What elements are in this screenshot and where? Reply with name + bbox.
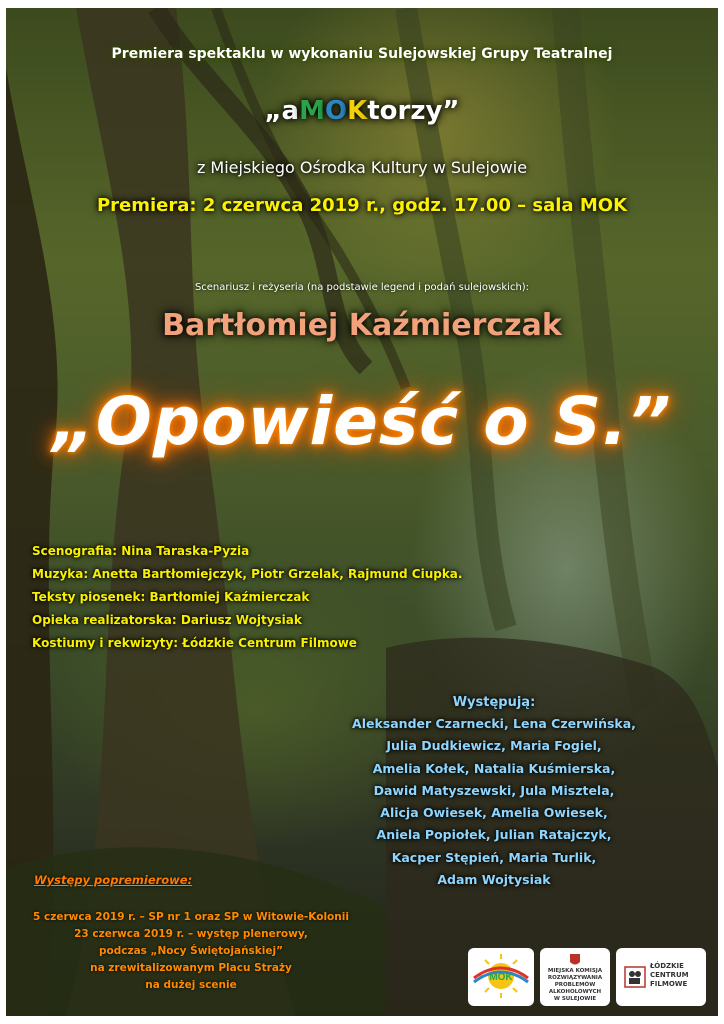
post-premiere-line: 5 czerwca 2019 r. – SP nr 1 oraz SP w Witowie-Kolonii xyxy=(33,911,349,923)
logo-lcf xyxy=(616,948,706,1006)
crest-icon xyxy=(540,952,610,968)
post-premiere-heading: Występy popremierowe: xyxy=(34,873,193,887)
group-name-o: O xyxy=(324,96,348,126)
group-name-k: K xyxy=(347,96,368,126)
credit-item: Muzyka: Anetta Bartłomiejczyk, Piotr Grzelak, Rajmund Ciupka. xyxy=(32,567,463,581)
cast-block xyxy=(334,695,654,891)
credits-list xyxy=(32,544,462,659)
group-name-rest: torzy” xyxy=(367,96,460,126)
cast-line: Kacper Stępień, Maria Turlik, xyxy=(391,849,597,865)
komisja-logo-text xyxy=(540,968,610,1003)
credit-item: Opieka realizatorska: Dariusz Wojtysiak xyxy=(32,613,302,627)
cast-line: Aleksander Czarnecki, Lena Czerwińska, xyxy=(352,716,636,731)
post-premiere-line: na dużej scenie xyxy=(145,979,237,991)
script-credit-line: Scenariusz i reżyseria (na podstawie legend i podań sulejowskich): xyxy=(194,282,530,293)
post-premiere-line: 23 czerwca 2019 r. – występ plenerowy, xyxy=(74,928,308,940)
group-name-open: „a xyxy=(264,96,300,126)
cast-line: Alicja Owiesek, Amelia Owiesek, xyxy=(380,805,608,821)
organizer-line: z Miejskiego Ośrodka Kultury w Sulejowie xyxy=(196,158,528,177)
credit-item: Scenografia: Nina Taraska-Pyzia xyxy=(32,544,250,558)
lcf-line: ŁÓDZKIE xyxy=(650,962,684,970)
komisja-line: MIEJSKA KOMISJA xyxy=(547,968,603,974)
lcf-line: CENTRUM xyxy=(650,971,689,979)
group-name-m: M xyxy=(299,96,325,126)
credit-item: Teksty piosenek: Bartłomiej Kaźmierczak xyxy=(32,590,310,604)
film-camera-icon xyxy=(624,966,646,988)
cast-line: Aniela Popiołek, Julian Ratajczyk, xyxy=(376,827,612,843)
cast-line: Julia Dudkiewicz, Maria Fogiel, xyxy=(386,738,602,754)
logo-mok xyxy=(468,948,534,1006)
cast-line: Amelia Kołek, Natalia Kuśmierska, xyxy=(372,760,616,776)
lcf-logo-text xyxy=(650,962,689,989)
sun-icon xyxy=(468,948,534,1006)
premiere-line: Premiera: 2 czerwca 2019 r., godz. 17.00 – sala MOK xyxy=(96,195,628,216)
credit-item: Kostiumy i rekwizyty: Łódzkie Centrum Filmowe xyxy=(32,636,357,650)
post-premiere-line: podczas „Nocy Świętojańskiej” xyxy=(98,945,284,957)
komisja-line: W SULEJOWIE xyxy=(553,996,597,1002)
group-name xyxy=(6,96,718,126)
poster xyxy=(6,8,718,1016)
cast-line: Dawid Matyszewski, Jula Misztela, xyxy=(373,782,615,798)
cast-line: Adam Wojtysiak xyxy=(437,872,551,888)
post-premiere-block xyxy=(16,873,366,994)
komisja-line: ALKOHOLOWYCH xyxy=(548,989,602,995)
mok-logo-text: MOK xyxy=(489,972,513,983)
cast-heading: Występują: xyxy=(452,695,536,710)
intro-line: Premiera spektaklu w wykonaniu Sulejowskiej Grupy Teatralnej xyxy=(111,46,613,62)
komisja-line: ROZWIĄZYWANIA PROBLEMÓW xyxy=(547,975,603,988)
author-name: Bartłomiej Kaźmierczak xyxy=(162,308,562,343)
post-premiere-line: na zrewitalizowanym Placu Straży xyxy=(90,962,292,974)
logo-komisja xyxy=(540,948,610,1006)
lcf-line: FILMOWE xyxy=(650,980,688,988)
play-title: „Opowieść o S.” xyxy=(52,383,672,460)
